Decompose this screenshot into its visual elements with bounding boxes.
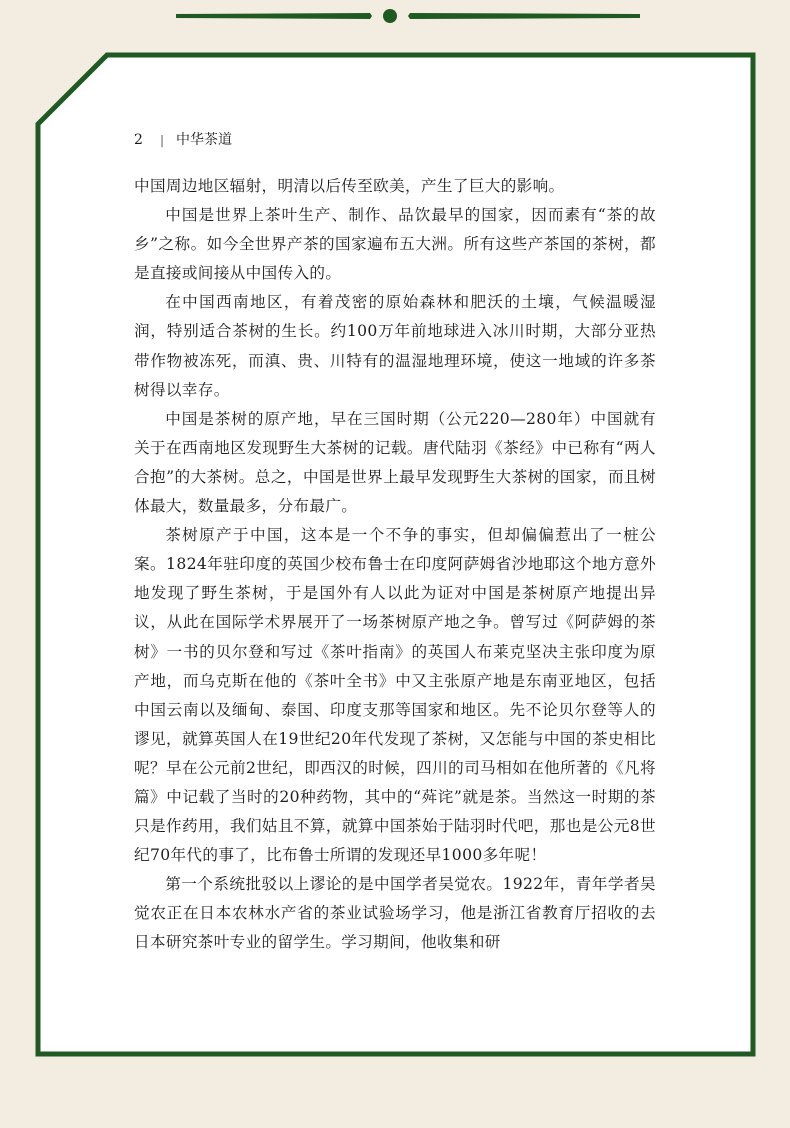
paragraph: 第一个系统批驳以上谬论的是中国学者吴觉农。1922年，青年学者吴觉农正在日本农林水产省的茶业试验场学习，他是浙江省教育厅招收的去日本研究茶叶专业的留学生。学习期间，他收集和研: [134, 875, 656, 952]
paragraph: 中国是世界上茶叶生产、制作、品饮最早的国家，因而素有“茶的故乡”之称。如今全世界产茶的国家遍布五大洲。所有这些产茶国的茶树，都是直接或间接从中国传入的。: [134, 206, 656, 283]
running-header: [134, 128, 656, 152]
paragraph: 茶树原产于中国，这本是一个不争的事实，但却偏偏惹出了一桩公案。1824年驻印度的英国少校布鲁士在印度阿萨姆省沙地耶这个地方意外地发现了野生茶树，于是国外有人以此为证对中国是茶树原产地提出异议，从此在国际学术界展开了一场茶树原产地之争。曾写过《阿萨姆的茶树》一书的贝尔登和写过《茶叶指南》的英国人布莱克坚决主张印度为原产地，而乌克斯在他的《茶叶全书》中又主张原产地是东南亚地区，包括中国云南以及缅甸、泰国、印度支那等国家和地区。先不论贝尔登等人的谬见，就算英国人在19世纪20年代发现了茶树，又怎能与中国的茶史相比呢？早在公元前2世纪，即西汉的时候，四川的司马相如在他所著的《凡将篇》中记载了当时的20种药物，其中的“荈诧”就是茶。当然这一时期的茶只是作药用，我们姑且不算，就算中国茶始于陆羽时代吧，那也是公元8世纪70年代的事了，比布鲁士所谓的发现还早1000多年呢！: [134, 526, 656, 865]
book-title: 中华茶道: [176, 132, 232, 148]
page-number: 2: [134, 132, 143, 148]
header-separator: |: [159, 133, 165, 147]
body-text: [134, 172, 656, 958]
paragraph: 中国是茶树的原产地，早在三国时期（公元220—280年）中国就有关于在西南地区发现野生大茶树的记载。唐代陆羽《茶经》中已称有“两人合抱”的大茶树。总之，中国是世界上最早发现野生大茶树的国家，而且树体最大，数量最多，分布最广。: [134, 409, 656, 516]
paragraph: 在中国西南地区，有着茂密的原始森林和肥沃的土壤，气候温暖湿润，特别适合茶树的生长。约100万年前地球进入冰川时期，大部分亚热带作物被冻死，而滇、贵、川特有的温湿地理环境，使这一地域的许多茶树得以幸存。: [134, 293, 656, 399]
book-page: [134, 128, 656, 958]
paragraph: 中国周边地区辐射，明清以后传至欧美，产生了巨大的影响。: [134, 177, 565, 195]
